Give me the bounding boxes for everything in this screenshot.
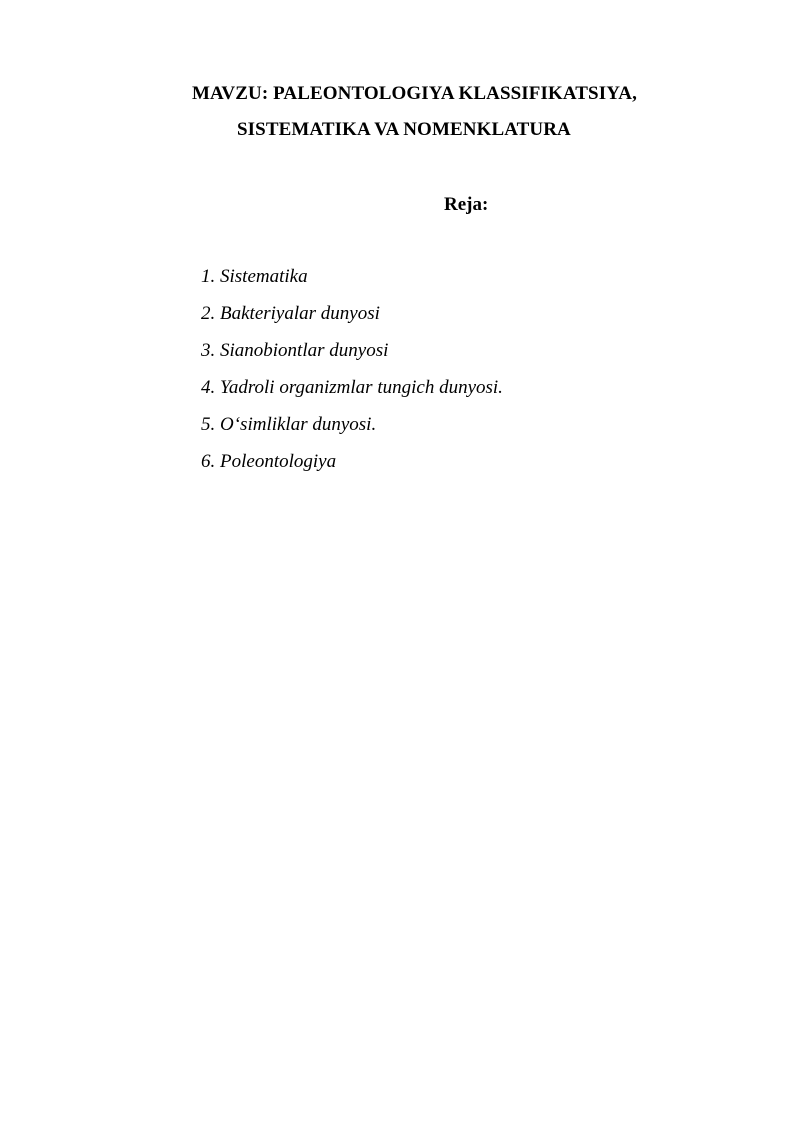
plan-item-3: 3. Sianobiontlar dunyosi [201,340,389,361]
document-title-line-2: SISTEMATIKA VA NOMENKLATURA [237,119,571,140]
plan-item-5: 5. O‘simliklar dunyosi. [201,414,377,435]
plan-item-1: 1. Sistematika [201,266,308,287]
document-title-line-1: MAVZU: PALEONTOLOGIYA KLASSIFIKATSIYA, [192,83,637,104]
plan-item-6: 6. Poleontologiya [201,451,337,472]
plan-list [201,265,503,487]
plan-item-4: 4. Yadroli organizmlar tungich dunyosi. [201,377,503,398]
plan-heading: Reja: [444,194,489,215]
plan-item-2: 2. Bakteriyalar dunyosi [201,303,380,324]
